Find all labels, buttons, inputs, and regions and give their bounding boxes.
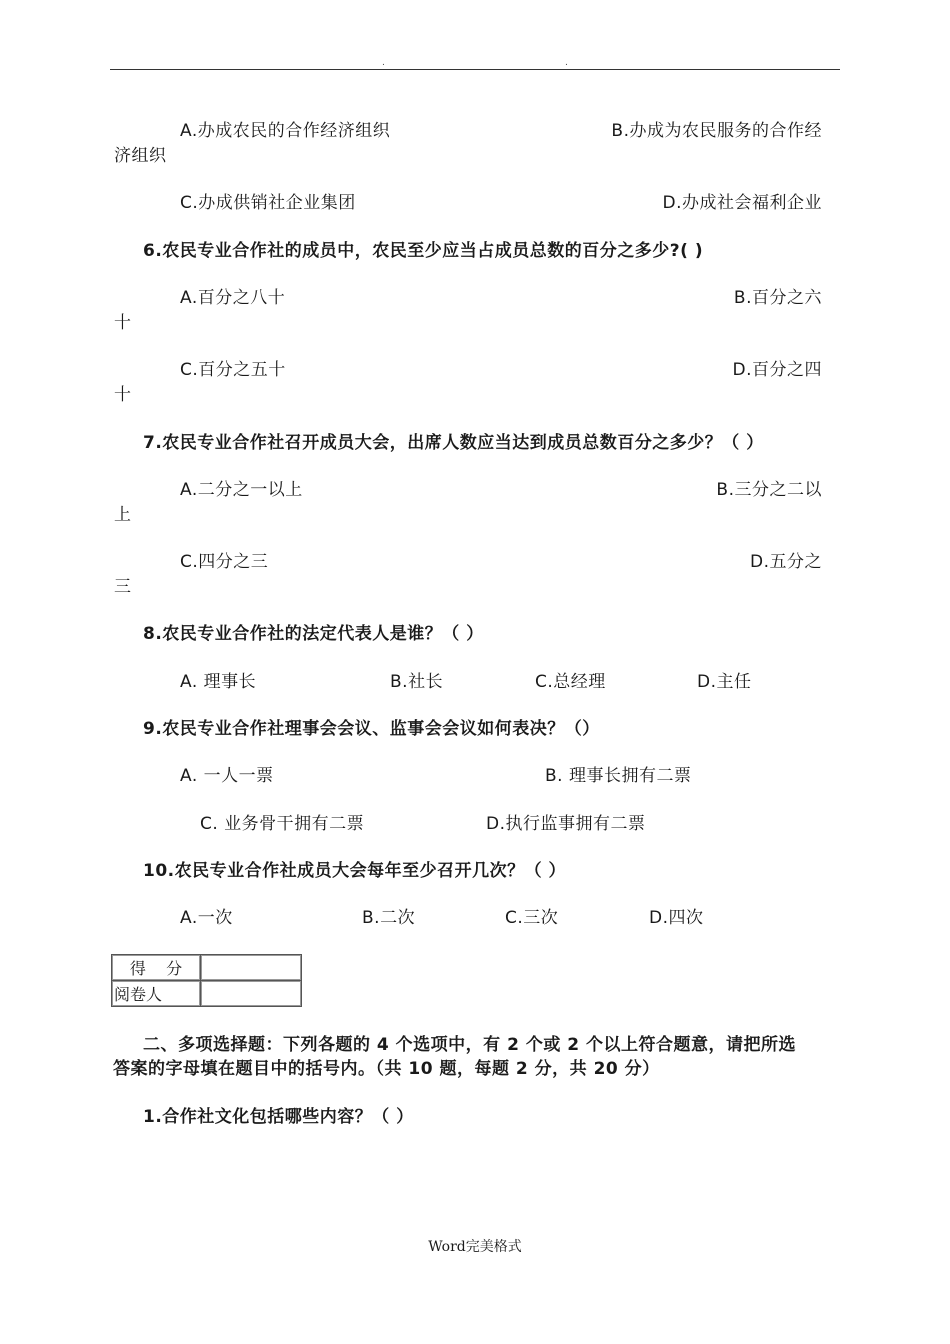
score-table bbox=[111, 954, 302, 1007]
q7-option-c: C.四分之三 bbox=[180, 552, 269, 572]
reviewer-row bbox=[112, 981, 302, 1007]
q5-option-a: A.办成农民的合作经济组织 bbox=[180, 121, 391, 141]
q7-option-b-wrap: 上 bbox=[114, 505, 132, 525]
q6-option-d: D.百分之四 bbox=[732, 360, 822, 380]
header-rule bbox=[110, 69, 840, 70]
q8-option-b: B.社长 bbox=[390, 672, 444, 692]
q6-option-b: B.百分之六 bbox=[733, 288, 822, 308]
q7-option-b: B.三分之二以 bbox=[716, 480, 822, 500]
score-cell[interactable] bbox=[201, 955, 302, 981]
q9-option-c: C. 业务骨干拥有二票 bbox=[200, 814, 365, 834]
mq1-stem: 1.合作社文化包括哪些内容？（ ） bbox=[143, 1107, 414, 1127]
header-dot-left: . bbox=[382, 58, 385, 68]
reviewer-label: 阅卷人 bbox=[112, 981, 201, 1007]
q10-option-c: C.三次 bbox=[505, 908, 559, 928]
q7-stem: 7.农民专业合作社召开成员大会，出席人数应当达到成员总数百分之多少？（ ） bbox=[143, 433, 764, 453]
q6-option-c: C.百分之五十 bbox=[180, 360, 286, 380]
q7-option-d-wrap: 三 bbox=[114, 577, 132, 597]
q10-option-d: D.四次 bbox=[649, 908, 704, 928]
q10-option-a: A.一次 bbox=[180, 908, 233, 928]
q8-stem: 8.农民专业合作社的法定代表人是谁？（ ） bbox=[143, 624, 484, 644]
page-footer: Word完美格式 bbox=[428, 1239, 522, 1255]
section2-instructions-line1: 二、多项选择题：下列各题的 4 个选项中，有 2 个或 2 个以上符合题意，请把所选 bbox=[143, 1035, 796, 1055]
q9-option-d: D.执行监事拥有二票 bbox=[486, 814, 646, 834]
q6-option-b-wrap: 十 bbox=[114, 313, 132, 333]
q7-option-d: D.五分之 bbox=[750, 552, 822, 572]
q9-stem: 9.农民专业合作社理事会会议、监事会会议如何表决？（） bbox=[143, 719, 600, 739]
q6-option-d-wrap: 十 bbox=[114, 385, 132, 405]
q5-option-d: D.办成社会福利企业 bbox=[662, 193, 822, 213]
score-row bbox=[112, 955, 302, 981]
q5-option-c: C.办成供销社企业集团 bbox=[180, 193, 356, 213]
header-dot-right: . bbox=[565, 58, 568, 68]
q9-option-b: B. 理事长拥有二票 bbox=[545, 766, 692, 786]
q8-option-d: D.主任 bbox=[697, 672, 752, 692]
q6-option-a: A.百分之八十 bbox=[180, 288, 286, 308]
reviewer-cell[interactable] bbox=[201, 981, 302, 1007]
q5-option-b-wrap: 济组织 bbox=[114, 146, 167, 166]
q9-option-a: A. 一人一票 bbox=[180, 766, 274, 786]
section2-instructions-line2: 答案的字母填在题目中的括号内。（共 10 题，每题 2 分，共 20 分） bbox=[113, 1059, 660, 1079]
score-label: 得 分 bbox=[112, 955, 201, 981]
q5-option-b: B.办成为农民服务的合作经 bbox=[611, 121, 822, 141]
q7-option-a: A.二分之一以上 bbox=[180, 480, 303, 500]
q8-option-a: A. 理事长 bbox=[180, 672, 257, 692]
q6-stem: 6.农民专业合作社的成员中，农民至少应当占成员总数的百分之多少?( ) bbox=[143, 241, 704, 261]
q10-option-b: B.二次 bbox=[362, 908, 416, 928]
q10-stem: 10.农民专业合作社成员大会每年至少召开几次？（ ） bbox=[143, 861, 567, 881]
q8-option-c: C.总经理 bbox=[535, 672, 606, 692]
